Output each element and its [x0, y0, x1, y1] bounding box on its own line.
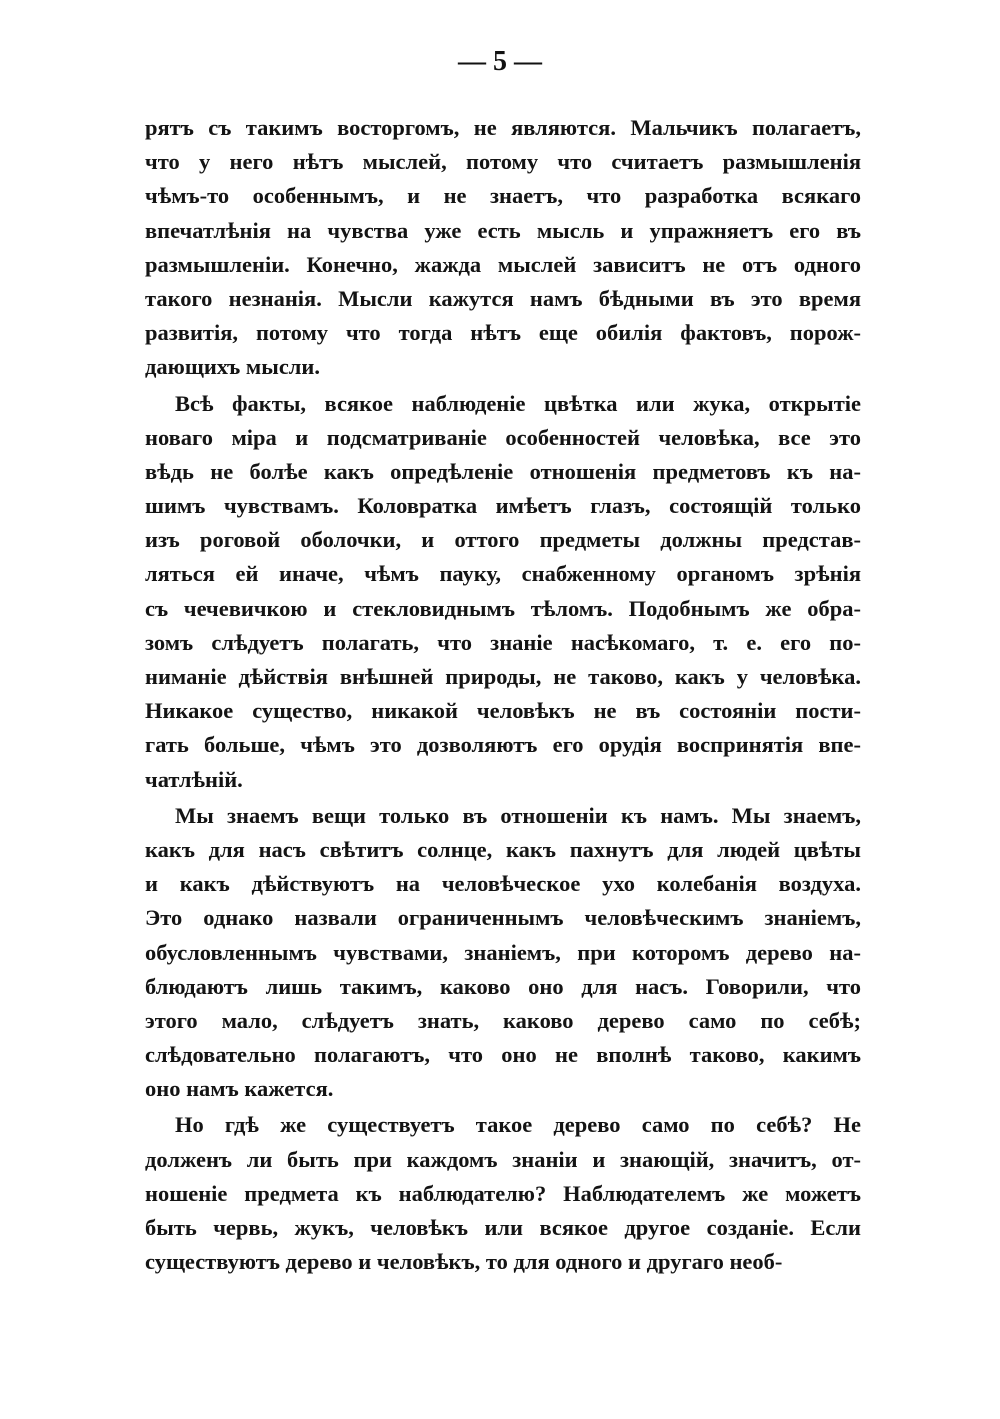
text-line: вѣдь не болѣе какъ опредѣленіе отношенія предметовъ къ на- [145, 458, 861, 484]
text-line: новаго міра и подсматриваніе особенностей человѣка, все это [145, 424, 861, 450]
text-line: чатлѣній. [145, 766, 243, 792]
text-line: оно намъ кажется. [145, 1076, 334, 1102]
text-line: впечатлѣнія на чувства уже есть мысль и упражняетъ его въ [145, 217, 861, 243]
text-line: Никакое существо, никакой человѣкъ не въ состояніи пости- [145, 698, 861, 724]
text-line: Мы знаемъ вещи только въ отношеніи къ намъ. Мы знаемъ, [175, 802, 861, 828]
text-line: что у него нѣтъ мыслей, потому что считаетъ размышленія [145, 149, 861, 175]
text-line: зомъ слѣдуетъ полагать, что знаніе насѣкомаго, т. е. его по- [145, 629, 861, 655]
text-line: блюдаютъ лишь такимъ, каково оно для насъ. Говорили, что [145, 973, 861, 999]
text-line: такого незнанія. Мысли кажутся намъ бѣдными въ это время [145, 285, 861, 311]
text-line: ляться ей иначе, чѣмъ пауку, снабженному органомъ зрѣнія [145, 561, 861, 587]
text-line: ношеніе предмета къ наблюдателю? Наблюдателемъ же можетъ [145, 1180, 861, 1206]
text-line: съ чечевичкою и стекловиднымъ тѣломъ. Подобнымъ же обра- [145, 595, 861, 621]
text-line: развитія, потому что тогда нѣтъ еще обилія фактовъ, порож- [145, 320, 861, 346]
text-line: этого мало, слѣдуетъ знать, каково дерево само по себѣ; [145, 1007, 861, 1033]
text-line: шимъ чувствамъ. Коловратка имѣетъ глазъ, состоящій только [145, 493, 861, 519]
text-line: дающихъ мысли. [145, 354, 321, 380]
page-number: — 5 — [458, 46, 542, 77]
text-line: ниманіе дѣйствія внѣшней природы, не таково, какъ у человѣка. [145, 664, 861, 689]
text-line: размышленіи. Конечно, жажда мыслей зависитъ не отъ одного [145, 251, 861, 277]
text-line: гать больше, чѣмъ это дозволяютъ его орудія воспринятія впе- [145, 732, 861, 758]
text-line: Это однако назвали ограниченнымъ человѣческимъ знаніемъ, [145, 905, 861, 931]
text-line: какъ для насъ свѣтитъ солнце, какъ пахнутъ для людей цвѣты [145, 836, 861, 862]
paragraph [145, 387, 861, 797]
paragraph [145, 799, 861, 1107]
paragraph [145, 111, 861, 385]
text-line: чѣмъ-то особеннымъ, и не знаетъ, что разработка всякаго [145, 183, 861, 209]
text-line: быть червь, жукъ, человѣкъ или всякое другое созданіе. Если [145, 1215, 861, 1240]
text-line: изъ роговой оболочки, и оттого предметы должны представ- [145, 527, 861, 553]
paragraph [145, 1108, 861, 1279]
text-line: обусловленнымъ чувствами, знаніемъ, при которомъ дерево на- [145, 939, 861, 965]
page-body-text [145, 111, 861, 1279]
text-line: Но гдѣ же существуетъ такое дерево само по себѣ? Не [175, 1112, 861, 1138]
text-line: существуютъ дерево и человѣкъ, то для одного и другаго необ- [145, 1249, 783, 1275]
text-line: слѣдовательно полагаютъ, что оно не вполнѣ таково, какимъ [145, 1042, 861, 1068]
text-line: рятъ съ такимъ восторгомъ, не являются. Мальчикъ полагаетъ, [145, 115, 861, 140]
text-line: и какъ дѣйствуютъ на человѣческое ухо колебанія воздуха. [145, 871, 861, 897]
text-line: Всѣ факты, всякое наблюденіе цвѣтка или жука, открытіе [175, 390, 861, 416]
text-line: долженъ ли быть при каждомъ знаніи и знающій, значитъ, от- [145, 1146, 861, 1172]
